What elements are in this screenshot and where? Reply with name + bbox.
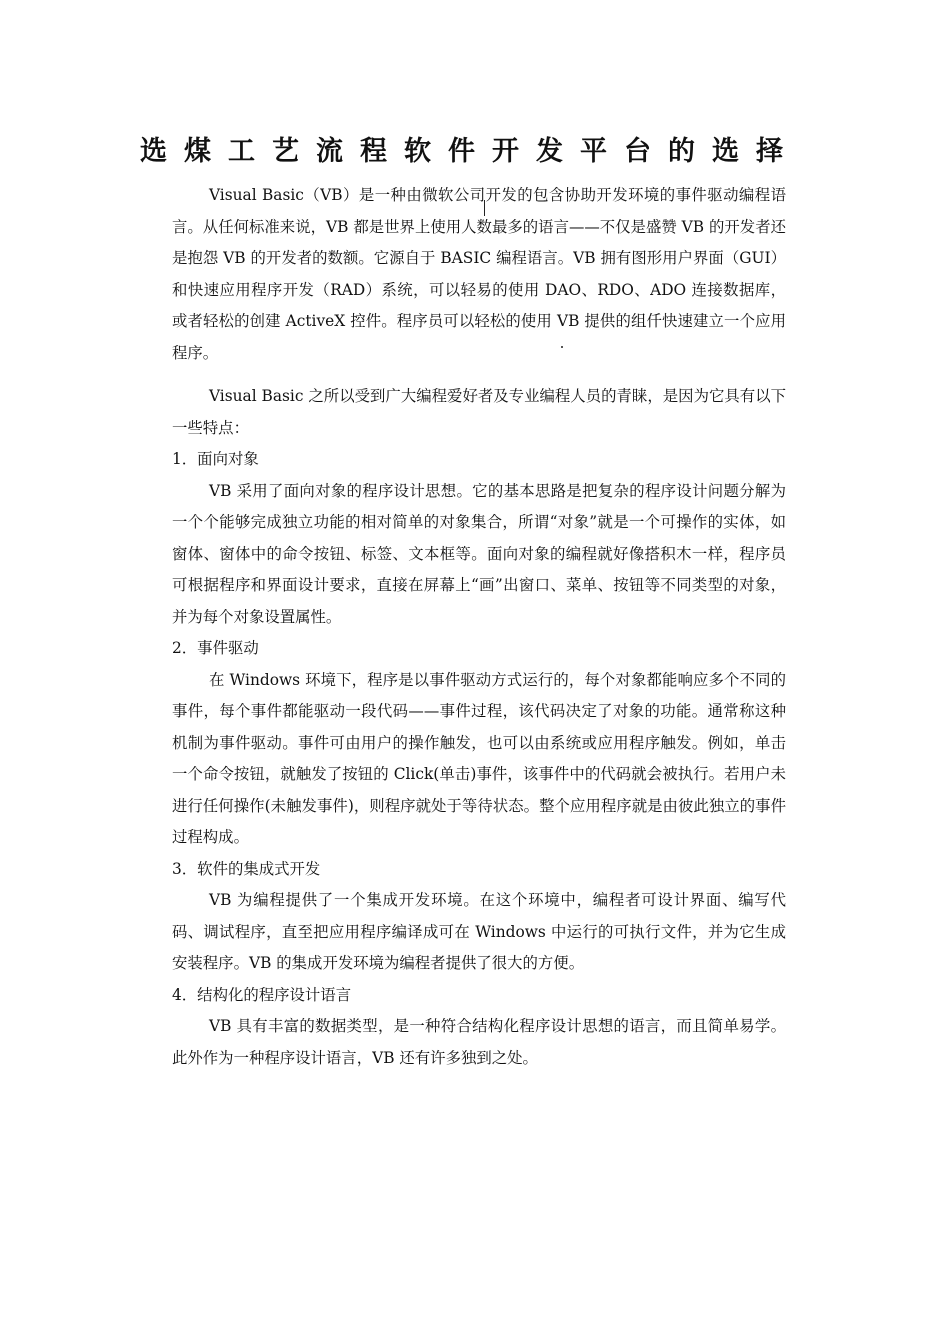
- intro-paragraph-2: Visual Basic 之所以受到广大编程爱好者及专业编程人员的青睐，是因为它具有以下一些特点：: [172, 387, 786, 437]
- section-body-event-driven: 在 Windows 环境下，程序是以事件驱动方式运行的，每个对象都能响应多个不同的事件，每个事件都能驱动一段代码——事件过程，该代码决定了对象的功能。通常称这种机制为事件驱动。事件可由用户的操作触发，也可以由系统或应用程序触发。例如，单击一个命令按钮，就触发了按钮的 Click(单击)事件，该事件中的代码就会被执行。若用户未进行任何操作(未触发事件)，则程序就处于等待状态。整个应用程序就是由彼此独立的事件过程构成。: [172, 670, 786, 846]
- section-heading-event-driven: 2．事件驱动: [172, 639, 259, 657]
- intro-paragraph-1: Visual Basic（VB）是一种由微软公司开发的包含协助开发环境的事件驱动编程语言。从任何标准来说，VB 都是世界上使用人数最多的语言——不仅是盛赞 VB 的开发者还是抱怨 VB 的开发者的数额。它源自于 BASIC 编程语言。VB 拥有图形用户界面（GUI）和快速应用程序开发（RAD）系统，可以轻易的使用 DAO、RDO、ADO 连接数据库，或者轻松的创建 ActiveX 控件。程序员可以轻松的使用 VB 提供的组仟快速建立一个应用程序。: [172, 186, 786, 362]
- section-body-structured-language: VB 具有丰富的数据类型，是一种符合结构化程序设计思想的语言，而且简单易学。此外作为一种程序设计语言，VB 还有许多独到之处。: [172, 1017, 786, 1067]
- document-body: [172, 180, 786, 1074]
- section-heading-integrated-development: 3．软件的集成式开发: [172, 859, 321, 878]
- section-heading-object-oriented: 1．面向对象: [172, 450, 259, 468]
- section-body-object-oriented: VB 采用了面向对象的程序设计思想。它的基本思路是把复杂的程序设计问题分解为一个个能够完成独立功能的相对简单的对象集合，所谓“对象”就是一个可操作的实体，如窗体、窗体中的命令按钮、标签、文本框等。面向对象的编程就好像搭积木一样，程序员可根据程序和界面设计要求，直接在屏幕上“画”出窗口、菜单、按钮等不同类型的对象，并为每个对象设置属性。: [172, 481, 786, 626]
- section-body-integrated-development: VB 为编程提供了一个集成开发环境。在这个环境中，编程者可设计界面、编写代码、调试程序，直至把应用程序编译成可在 Windows 中运行的可执行文件，并为它生成安装程序。VB 的集成开发环境为编程者提供了很大的方便。: [172, 891, 786, 972]
- section-heading-structured-language: 4．结构化的程序设计语言: [172, 985, 352, 1004]
- page-title: 选煤工艺流程软件开发平台的选择: [140, 136, 800, 167]
